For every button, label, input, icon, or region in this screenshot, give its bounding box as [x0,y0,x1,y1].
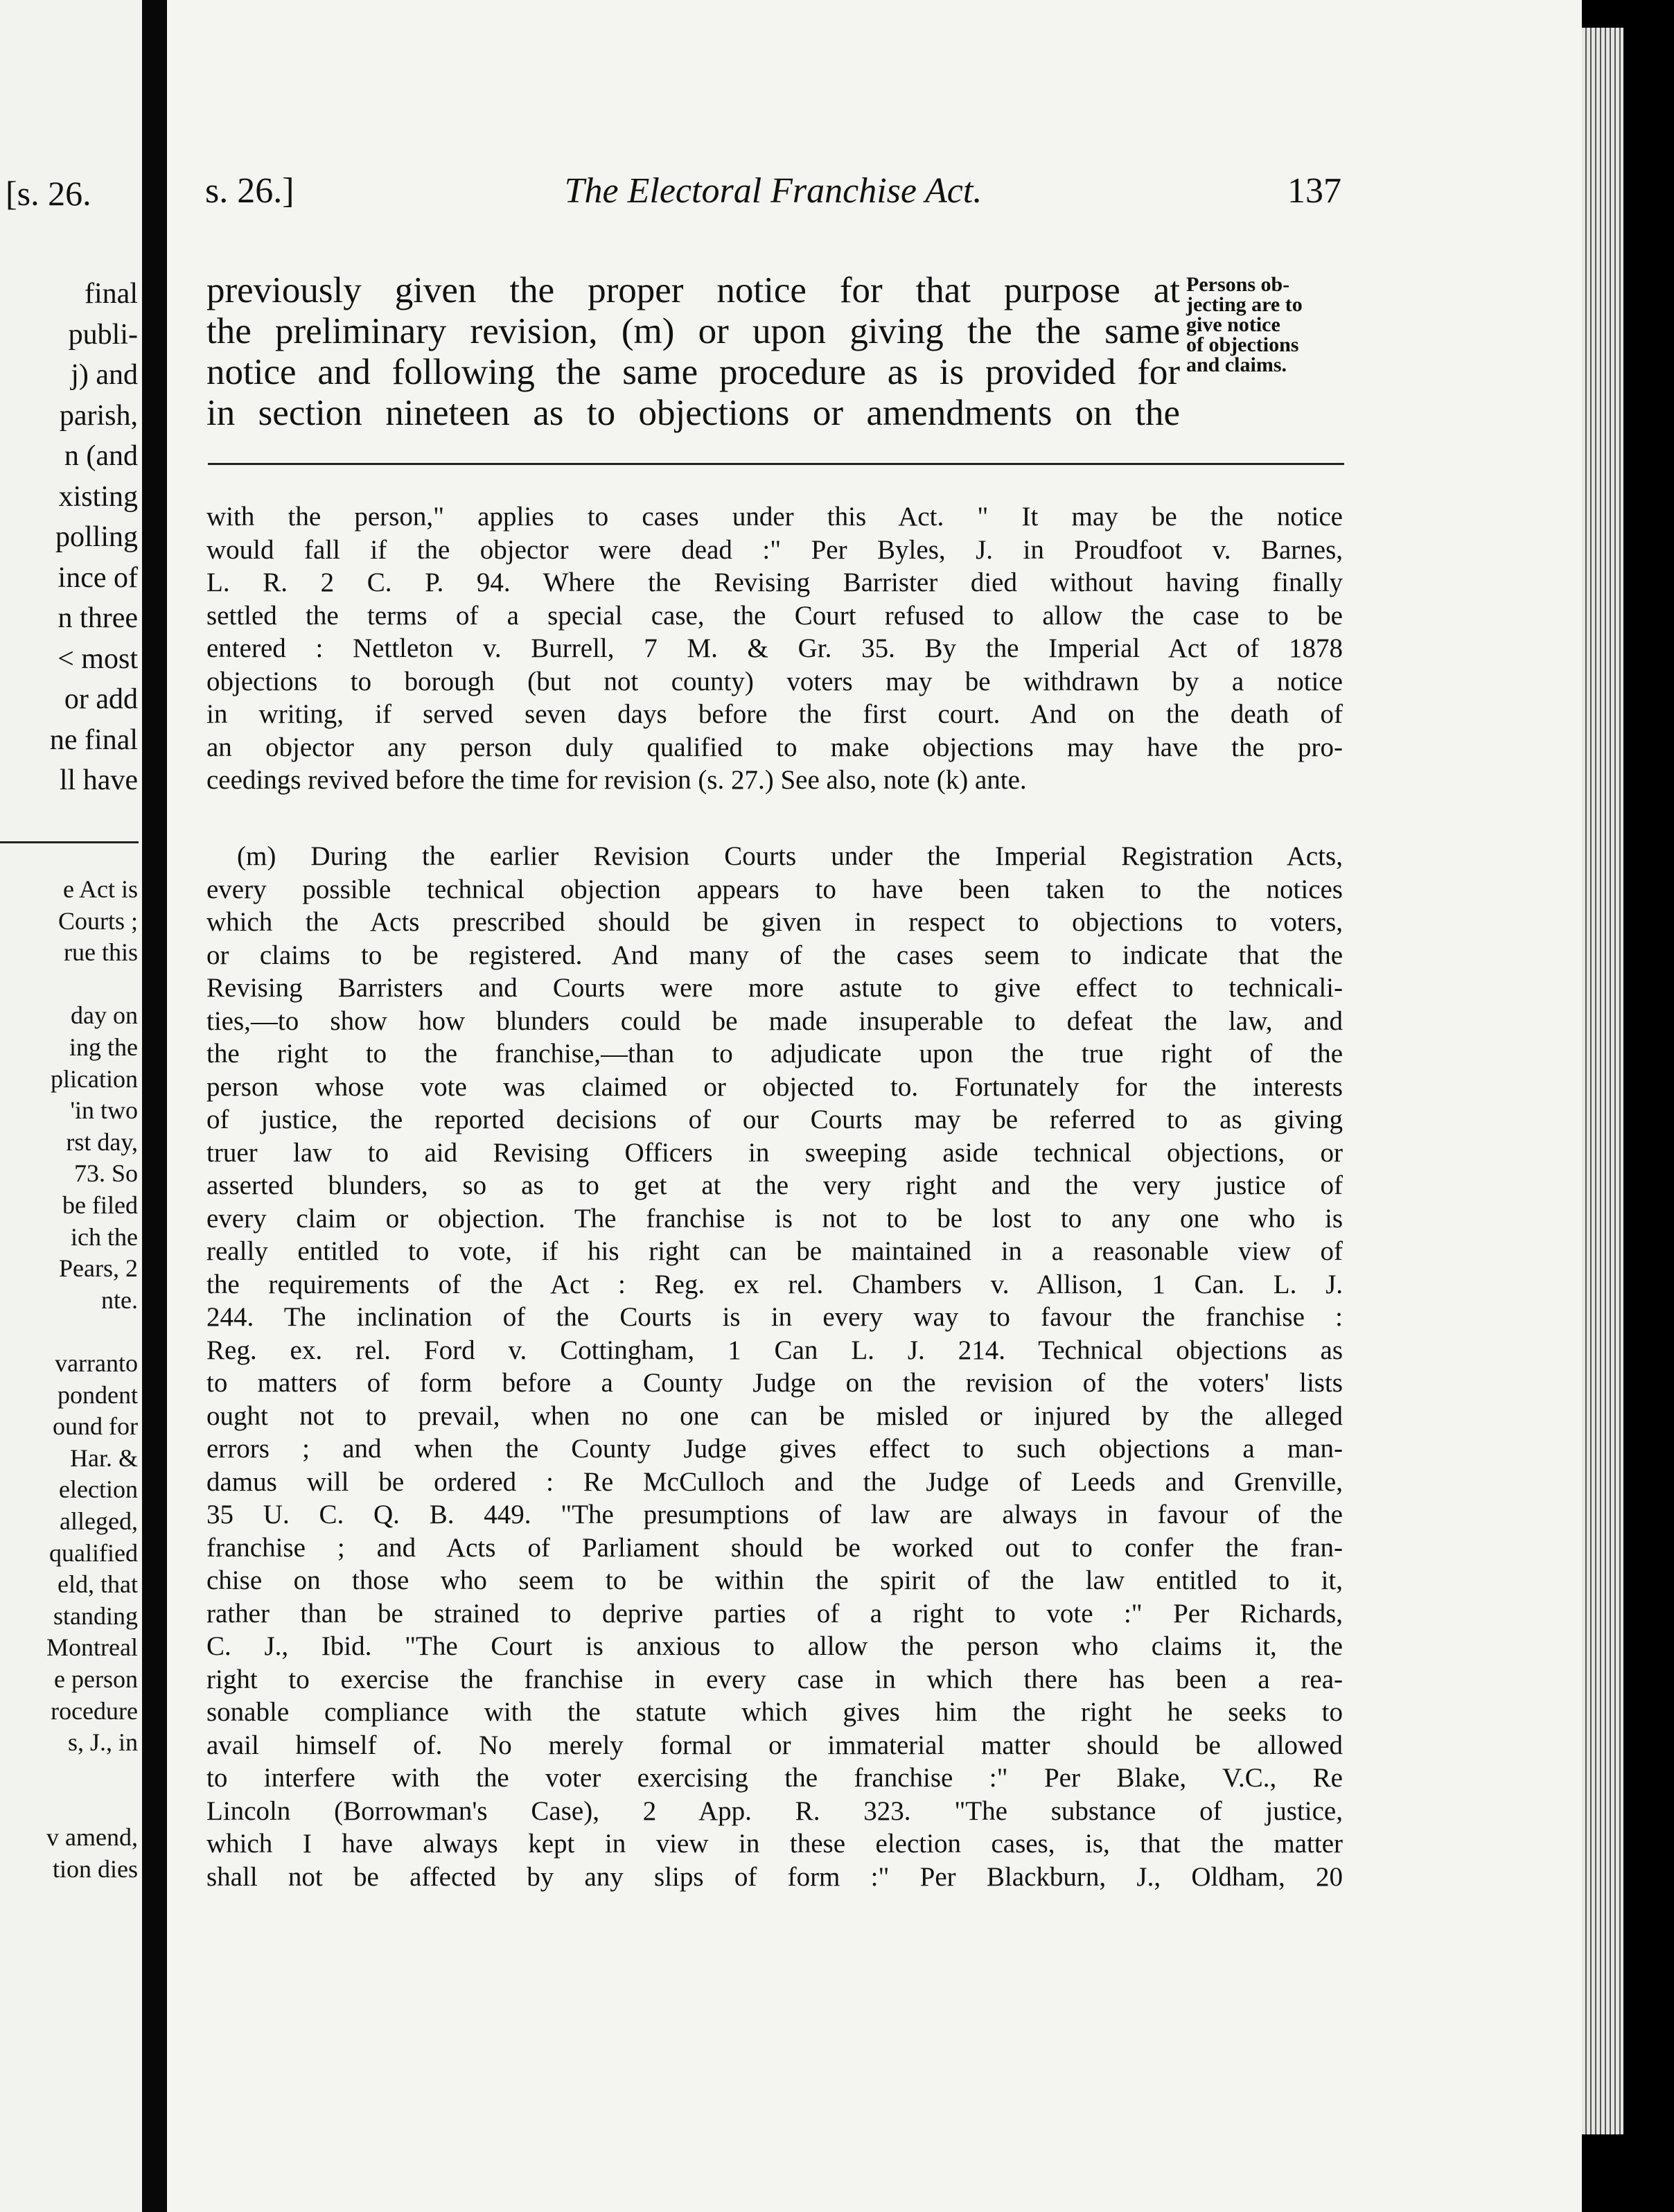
margin-note-line: Persons ob- [1186,273,1290,296]
footnote-line: C. J., Ibid. "The Court is anxious to allow the person who claims it, the [206,1631,1343,1661]
facing-page-note-line: 73. So [73,1159,138,1188]
facing-page-note-line: plication [51,1064,138,1093]
facing-page-line: n (and [64,440,138,472]
facing-page-note-line: tion dies [53,1854,138,1883]
footnote-line: sonable compliance with the statute which gives him the right he seeks to [206,1697,1343,1727]
facing-page-line: parish, [59,399,138,432]
facing-page-line: < most [58,642,138,675]
running-header [205,170,1341,219]
footnote-line: settled the terms of a special case, the Court refused to allow the case to be [206,600,1343,631]
footnote-line: damus will be ordered : Re McCulloch and the Judge of Leeds and Grenville, [206,1466,1343,1497]
body-line: notice and following the same procedure as is provided for [206,352,1180,392]
footnote-m [206,840,1343,1893]
facing-page-note-line: alleged, [60,1507,138,1535]
footnote-line: avail himself of. No merely formal or immaterial matter should be allowed [206,1730,1343,1760]
facing-page-note-line: e person [54,1665,138,1693]
facing-page-line: ll have [59,764,138,796]
facing-page-line: publi- [68,318,138,351]
footnote-line: 244. The inclination of the Courts is in every way to favour the franchise : [206,1302,1343,1332]
margin-note-line: jecting are to [1186,293,1303,316]
facing-page-note-line: rocedure [51,1696,138,1725]
footnote-line: really entitled to vote, if his right can be maintained in a reasonable view of [206,1236,1343,1266]
facing-page-note-line: nte. [101,1285,138,1314]
facing-page-line: xisting [58,480,138,513]
body-line: in section nineteen as to objections or amendments on the [206,393,1180,433]
facing-page-note-line: Pears, 2 [59,1254,138,1283]
facing-page-note-line: e Act is [63,875,138,903]
facing-page-note-line: be filed [62,1191,138,1219]
footnote-line: would fall if the objector were dead :" Per Byles, J. in Proudfoot v. Barnes, [206,534,1343,565]
page-number: 137 [1287,171,1341,211]
footnote-line: with the person," applies to cases under this Act. " It may be the notice [206,502,1343,532]
footnote-line: every claim or objection. The franchise is not to be lost to any one who is [206,1203,1343,1234]
footnote-rule [208,463,1344,465]
facing-page-note-line: pondent [58,1380,138,1409]
facing-page-note-line: qualified [49,1538,138,1567]
footnote-line: Reg. ex. rel. Ford v. Cottingham, 1 Can L. J. 214. Technical objections as [206,1335,1343,1365]
footnote-line: truer law to aid Revising Officers in sweeping aside technical objections, or [206,1137,1343,1168]
footnote-line: to matters of form before a County Judge on the revision of the voters' lists [206,1368,1343,1398]
facing-page-note-line: 'in two [70,1096,138,1125]
footnote-line: which I have always kept in view in these election cases, is, that the matter [206,1829,1343,1859]
facing-page-header: [s. 26. [6,174,91,213]
footnote-line: 35 U. C. Q. B. 449. "The presumptions of law are always in favour of the [206,1500,1343,1529]
footnote-line: which the Acts prescribed should be given in respect to objections to voters, [206,907,1343,937]
footnote-line: (m) During the earlier Revision Courts under the Imperial Registration Acts, [237,841,1343,871]
facing-page-line: polling [55,521,138,553]
footnote-line: an objector any person duly qualified to make objections may have the pro- [206,732,1343,762]
facing-page-note-line: ing the [69,1033,138,1061]
footnote-line: ought not to prevail, when no one can be misled or injured by the alleged [206,1401,1343,1431]
facing-page-note-line: Har. & [70,1443,138,1472]
footnote-line: right to exercise the franchise in every case in which there has been a rea- [206,1664,1343,1694]
facing-page-note-line: rue this [64,938,138,967]
footnote-line: in writing, if served seven days before the first court. And on the death of [206,699,1343,729]
footnote-line: entered : Nettleton v. Burrell, 7 M. & Gr. 35. By the Imperial Act of 1878 [206,633,1343,663]
footnote-line: rather than be strained to deprive parties of a right to vote :" Per Richards, [206,1598,1343,1629]
facing-page-note-line: standing [53,1601,138,1630]
body-text [206,270,1180,434]
footnote-line: of justice, the reported decisions of our Courts may be referred to as giving [206,1105,1343,1134]
facing-page-rule [0,841,139,843]
facing-page-line: n three [58,602,138,634]
body-line: the preliminary revision, (m) or upon giving the the same [206,311,1180,351]
footnote-line: objections to borough (but not county) voters may be withdrawn by a notice [206,666,1343,696]
facing-page-line: ne final [49,723,138,756]
footnote-line: Lincoln (Borrowman's Case), 2 App. R. 323. "The substance of justice, [206,1796,1343,1826]
footnote-line: ceedings revived before the time for revision (s. 27.) See also, note (k) ante. [206,765,1027,795]
footnote-line: asserted blunders, so as to get at the very right and the very justice of [206,1170,1343,1200]
body-line: previously given the proper notice for that purpose at [206,270,1180,310]
footnote-line: L. R. 2 C. P. 94. Where the Revising Barrister died without having finally [206,568,1343,597]
facing-page-note-line: rst day, [66,1127,138,1156]
facing-page-note-line: varranto [55,1349,138,1377]
footnote-line: shall not be affected by any slips of form :" Per Blackburn, J., Oldham, 20 [206,1861,1343,1892]
footnote-line: or claims to be registered. And many of the cases seem to indicate that the [206,940,1343,970]
header-title: The Electoral Franchise Act. [564,171,983,211]
margin-note-line: of objections [1186,333,1299,356]
margin-note-line: and claims. [1186,353,1287,376]
facing-page-note-line: ound for [53,1412,138,1441]
header-section: s. 26.] [205,171,294,211]
facing-page-note-line: election [59,1475,138,1504]
footnote-line: chise on those who seem to be within the spirit of the law entitled to it, [206,1565,1343,1595]
margin-note [1186,274,1346,375]
footnote-line: errors ; and when the County Judge gives effect to such objections a man- [206,1434,1343,1464]
page-edges [1582,28,1623,2134]
facing-page-note-line: ich the [71,1222,138,1251]
facing-page-note-line: Courts ; [58,906,138,935]
footnote-line: Revising Barristers and Courts were more astute to give effect to technicali- [206,973,1343,1003]
footnote-line: every possible technical objection appears to have been taken to the notices [206,874,1343,904]
facing-page-line: ince of [58,561,138,594]
footnote-line: the right to the franchise,—than to adjudicate upon the true right of the [206,1039,1343,1069]
footnote-line: to interfere with the voter exercising the franchise :" Per Blake, V.C., Re [206,1763,1343,1793]
facing-page-note-line: eld, that [58,1570,138,1599]
footnote-continued [206,500,1343,797]
facing-page [0,0,142,2212]
footnote-line: franchise ; and Acts of Parliament should be worked out to confer the fran- [206,1532,1343,1563]
facing-page-line: or add [64,683,138,715]
facing-page-line: j) and [71,359,138,391]
facing-page-note-line: v amend, [46,1823,138,1851]
facing-page-note-line: day on [71,1001,138,1030]
book-gutter [142,0,167,2212]
facing-page-line: final [85,278,138,310]
facing-page-note-line: s, J., in [67,1728,138,1757]
footnote-line: the requirements of the Act : Reg. ex rel. Chambers v. Allison, 1 Can. L. J. [206,1269,1343,1299]
footnote-line: ties,—to show how blunders could be made insuperable to defeat the law, and [206,1006,1343,1036]
margin-note-line: give notice [1186,313,1280,336]
footnote-line: person whose vote was claimed or objected to. Fortunately for the interests [206,1071,1343,1102]
facing-page-note-line: Montreal [46,1633,138,1662]
